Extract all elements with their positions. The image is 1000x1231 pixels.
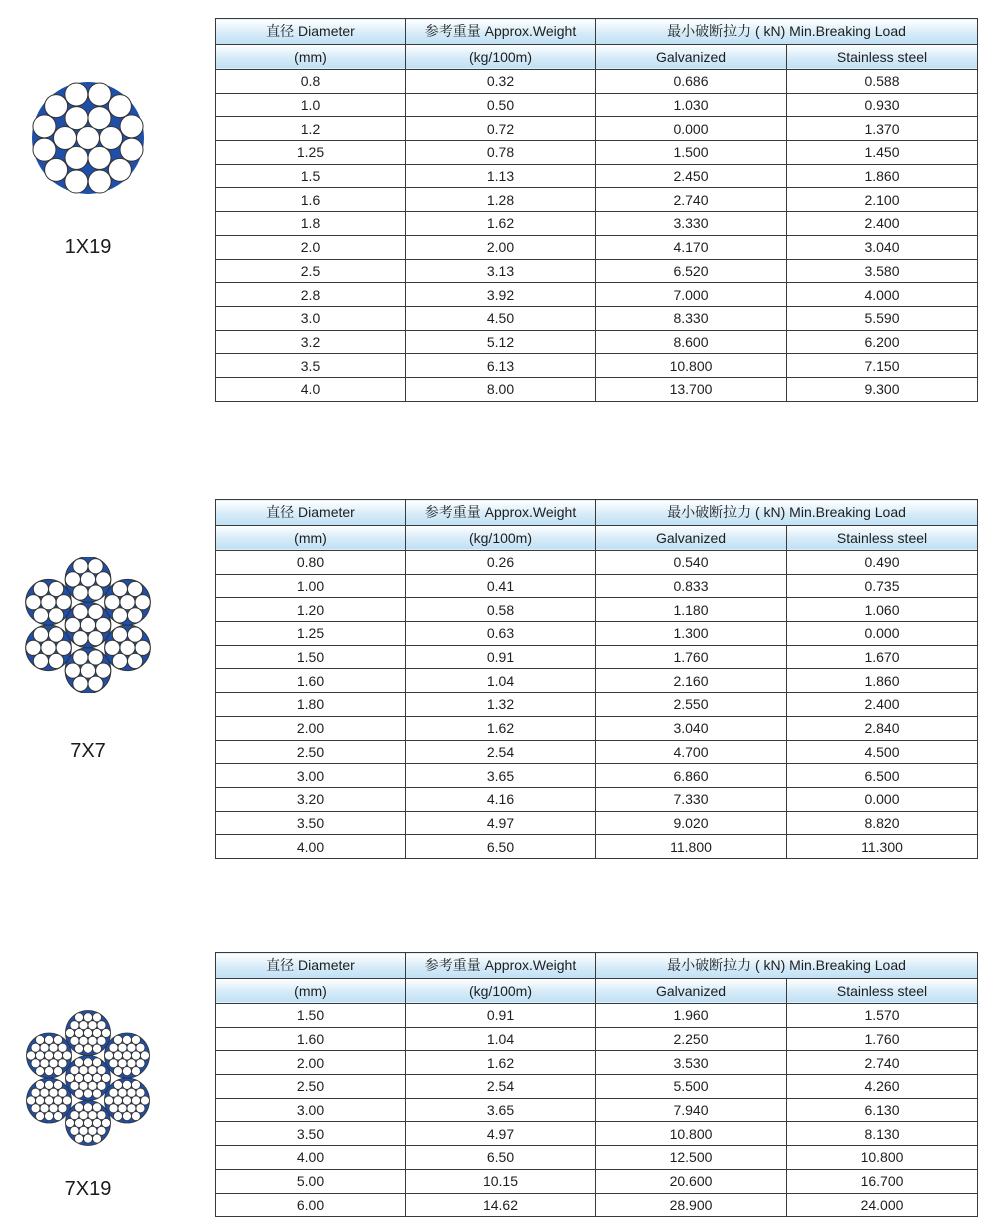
table-row	[216, 669, 978, 693]
cell: 4.50	[406, 306, 596, 330]
cell: 11.800	[596, 835, 787, 859]
cell: 4.000	[787, 283, 978, 307]
table-row	[216, 551, 978, 575]
cell: 1.04	[406, 1027, 596, 1051]
spec-table	[215, 952, 978, 1217]
cell: 4.0	[216, 377, 406, 401]
header-breaking-load: 最小破断拉力 ( kN) Min.Breaking Load	[596, 500, 978, 526]
table-body	[216, 551, 978, 859]
cell: 1.20	[216, 598, 406, 622]
cell: 3.20	[216, 787, 406, 811]
table-row	[216, 1193, 978, 1217]
cell: 10.15	[406, 1169, 596, 1193]
rope-type-label: 1X19	[64, 236, 112, 258]
cell: 14.62	[406, 1193, 596, 1217]
cell: 0.72	[406, 117, 596, 141]
cell: 1.960	[596, 1004, 787, 1028]
cell: 2.54	[406, 740, 596, 764]
table-row	[216, 645, 978, 669]
cell: 0.686	[596, 70, 787, 94]
cell: 1.50	[216, 645, 406, 669]
cell: 2.100	[787, 188, 978, 212]
cell: 1.62	[406, 212, 596, 236]
cell: 1.570	[787, 1004, 978, 1028]
table-row	[216, 283, 978, 307]
cell: 7.940	[596, 1098, 787, 1122]
cell: 1.25	[216, 622, 406, 646]
cell: 0.588	[787, 70, 978, 94]
header-diameter: 直径 Diameter	[216, 500, 406, 526]
cell: 1.8	[216, 212, 406, 236]
cell: 10.800	[596, 354, 787, 378]
cell: 1.500	[596, 141, 787, 165]
header-weight-unit: (kg/100m)	[406, 978, 596, 1004]
cell: 2.00	[216, 716, 406, 740]
cell: 3.50	[216, 811, 406, 835]
table-row	[216, 1098, 978, 1122]
header-stainless: Stainless steel	[787, 44, 978, 70]
wire-rope-7x19-icon	[20, 1010, 156, 1146]
header-galvanized: Galvanized	[596, 525, 787, 551]
header-diameter-unit: (mm)	[216, 978, 406, 1004]
cell: 0.50	[406, 93, 596, 117]
table-row	[216, 574, 978, 598]
cell: 0.78	[406, 141, 596, 165]
cell: 0.32	[406, 70, 596, 94]
table-row	[216, 141, 978, 165]
cell: 6.500	[787, 764, 978, 788]
cell: 5.00	[216, 1169, 406, 1193]
cell: 0.26	[406, 551, 596, 575]
cell: 5.12	[406, 330, 596, 354]
cell: 6.50	[406, 1146, 596, 1170]
cell: 3.330	[596, 212, 787, 236]
cell: 2.00	[216, 1051, 406, 1075]
table-row	[216, 377, 978, 401]
cell: 1.060	[787, 598, 978, 622]
cell: 2.550	[596, 693, 787, 717]
cell: 20.600	[596, 1169, 787, 1193]
cell: 2.740	[596, 188, 787, 212]
header-stainless: Stainless steel	[787, 525, 978, 551]
header-weight-unit: (kg/100m)	[406, 44, 596, 70]
cell: 5.500	[596, 1075, 787, 1099]
table-row	[216, 1004, 978, 1028]
cell: 2.0	[216, 235, 406, 259]
cell: 3.50	[216, 1122, 406, 1146]
rope-type-label: 7X19	[64, 1178, 112, 1200]
cell: 5.590	[787, 306, 978, 330]
cell: 4.16	[406, 787, 596, 811]
cell: 2.160	[596, 669, 787, 693]
header-diameter: 直径 Diameter	[216, 953, 406, 979]
table-row	[216, 188, 978, 212]
cell: 4.260	[787, 1075, 978, 1099]
cell: 1.180	[596, 598, 787, 622]
cell: 13.700	[596, 377, 787, 401]
cell: 2.400	[787, 693, 978, 717]
table-row	[216, 1122, 978, 1146]
cell: 1.5	[216, 164, 406, 188]
cell: 1.60	[216, 669, 406, 693]
cell: 7.330	[596, 787, 787, 811]
cell: 0.80	[216, 551, 406, 575]
cell: 0.735	[787, 574, 978, 598]
table-row	[216, 811, 978, 835]
table-row	[216, 1075, 978, 1099]
table-row	[216, 330, 978, 354]
spec-table	[215, 499, 978, 859]
cell: 6.520	[596, 259, 787, 283]
header-stainless: Stainless steel	[787, 978, 978, 1004]
cell: 3.65	[406, 764, 596, 788]
table-row	[216, 93, 978, 117]
cell: 3.92	[406, 283, 596, 307]
cell: 0.8	[216, 70, 406, 94]
cell: 0.833	[596, 574, 787, 598]
cell: 6.860	[596, 764, 787, 788]
cell: 1.00	[216, 574, 406, 598]
header-diameter-unit: (mm)	[216, 44, 406, 70]
cell: 0.540	[596, 551, 787, 575]
cell: 4.700	[596, 740, 787, 764]
cell: 3.0	[216, 306, 406, 330]
cell: 1.60	[216, 1027, 406, 1051]
cell: 0.000	[787, 622, 978, 646]
cell: 9.300	[787, 377, 978, 401]
cell: 6.13	[406, 354, 596, 378]
table-row	[216, 693, 978, 717]
cell: 2.740	[787, 1051, 978, 1075]
cell: 1.0	[216, 93, 406, 117]
table-row	[216, 740, 978, 764]
cell: 2.54	[406, 1075, 596, 1099]
cell: 3.65	[406, 1098, 596, 1122]
table-row	[216, 70, 978, 94]
table-row	[216, 787, 978, 811]
table-row	[216, 354, 978, 378]
table-row	[216, 716, 978, 740]
cell: 1.32	[406, 693, 596, 717]
cell: 4.97	[406, 811, 596, 835]
cell: 4.170	[596, 235, 787, 259]
cell: 3.5	[216, 354, 406, 378]
table-row	[216, 835, 978, 859]
header-galvanized: Galvanized	[596, 978, 787, 1004]
cell: 1.300	[596, 622, 787, 646]
table-row	[216, 117, 978, 141]
cell: 1.030	[596, 93, 787, 117]
cell: 7.150	[787, 354, 978, 378]
cell: 6.50	[406, 835, 596, 859]
cell: 1.28	[406, 188, 596, 212]
cell: 2.250	[596, 1027, 787, 1051]
cell: 2.450	[596, 164, 787, 188]
cell: 0.91	[406, 1004, 596, 1028]
cell: 0.58	[406, 598, 596, 622]
cell: 24.000	[787, 1193, 978, 1217]
cell: 1.62	[406, 1051, 596, 1075]
cell: 8.00	[406, 377, 596, 401]
cell: 1.2	[216, 117, 406, 141]
cell: 1.370	[787, 117, 978, 141]
table-row	[216, 212, 978, 236]
cell: 4.97	[406, 1122, 596, 1146]
cell: 4.00	[216, 835, 406, 859]
cell: 28.900	[596, 1193, 787, 1217]
cell: 11.300	[787, 835, 978, 859]
cell: 0.41	[406, 574, 596, 598]
table-body	[216, 70, 978, 402]
cell: 10.800	[596, 1122, 787, 1146]
cell: 4.00	[216, 1146, 406, 1170]
cell: 9.020	[596, 811, 787, 835]
cell: 2.50	[216, 740, 406, 764]
cell: 7.000	[596, 283, 787, 307]
cell: 0.490	[787, 551, 978, 575]
table-row	[216, 259, 978, 283]
header-breaking-load: 最小破断拉力 ( kN) Min.Breaking Load	[596, 19, 978, 45]
table-row	[216, 1169, 978, 1193]
table-row	[216, 598, 978, 622]
cell: 8.130	[787, 1122, 978, 1146]
table-row	[216, 1051, 978, 1075]
table-body	[216, 1004, 978, 1217]
cell: 8.820	[787, 811, 978, 835]
cell: 0.000	[787, 787, 978, 811]
header-weight: 参考重量 Approx.Weight	[406, 953, 596, 979]
cell: 1.670	[787, 645, 978, 669]
cell: 1.860	[787, 669, 978, 693]
cell: 3.13	[406, 259, 596, 283]
cell: 1.760	[596, 645, 787, 669]
cell: 16.700	[787, 1169, 978, 1193]
cell: 0.000	[596, 117, 787, 141]
cell: 6.200	[787, 330, 978, 354]
cell: 1.6	[216, 188, 406, 212]
header-diameter: 直径 Diameter	[216, 19, 406, 45]
header-diameter-unit: (mm)	[216, 525, 406, 551]
cell: 4.500	[787, 740, 978, 764]
cell: 1.450	[787, 141, 978, 165]
cell: 6.00	[216, 1193, 406, 1217]
table-row	[216, 1027, 978, 1051]
table-row	[216, 164, 978, 188]
cell: 1.62	[406, 716, 596, 740]
table-row	[216, 1146, 978, 1170]
wire-rope-7x7-icon	[20, 557, 156, 693]
table-row	[216, 764, 978, 788]
cell: 3.2	[216, 330, 406, 354]
cell: 2.50	[216, 1075, 406, 1099]
cell: 3.00	[216, 1098, 406, 1122]
table-row	[216, 235, 978, 259]
cell: 10.800	[787, 1146, 978, 1170]
cell: 1.760	[787, 1027, 978, 1051]
cell: 2.840	[787, 716, 978, 740]
header-weight: 参考重量 Approx.Weight	[406, 500, 596, 526]
header-weight-unit: (kg/100m)	[406, 525, 596, 551]
cell: 0.91	[406, 645, 596, 669]
cell: 0.63	[406, 622, 596, 646]
cell: 2.400	[787, 212, 978, 236]
cell: 6.130	[787, 1098, 978, 1122]
cell: 3.580	[787, 259, 978, 283]
cell: 12.500	[596, 1146, 787, 1170]
header-weight: 参考重量 Approx.Weight	[406, 19, 596, 45]
spec-table	[215, 18, 978, 402]
table-row	[216, 622, 978, 646]
cell: 0.930	[787, 93, 978, 117]
cell: 3.040	[596, 716, 787, 740]
cell: 2.5	[216, 259, 406, 283]
cell: 1.25	[216, 141, 406, 165]
cell: 2.8	[216, 283, 406, 307]
cell: 8.330	[596, 306, 787, 330]
cell: 1.860	[787, 164, 978, 188]
cell: 1.13	[406, 164, 596, 188]
header-galvanized: Galvanized	[596, 44, 787, 70]
header-breaking-load: 最小破断拉力 ( kN) Min.Breaking Load	[596, 953, 978, 979]
table-row	[216, 306, 978, 330]
cell: 3.530	[596, 1051, 787, 1075]
cell: 3.00	[216, 764, 406, 788]
cell: 1.04	[406, 669, 596, 693]
wire-rope-1x19-icon	[20, 70, 156, 206]
cell: 1.80	[216, 693, 406, 717]
rope-type-label: 7X7	[70, 740, 106, 762]
cell: 1.50	[216, 1004, 406, 1028]
cell: 3.040	[787, 235, 978, 259]
cell: 8.600	[596, 330, 787, 354]
cell: 2.00	[406, 235, 596, 259]
